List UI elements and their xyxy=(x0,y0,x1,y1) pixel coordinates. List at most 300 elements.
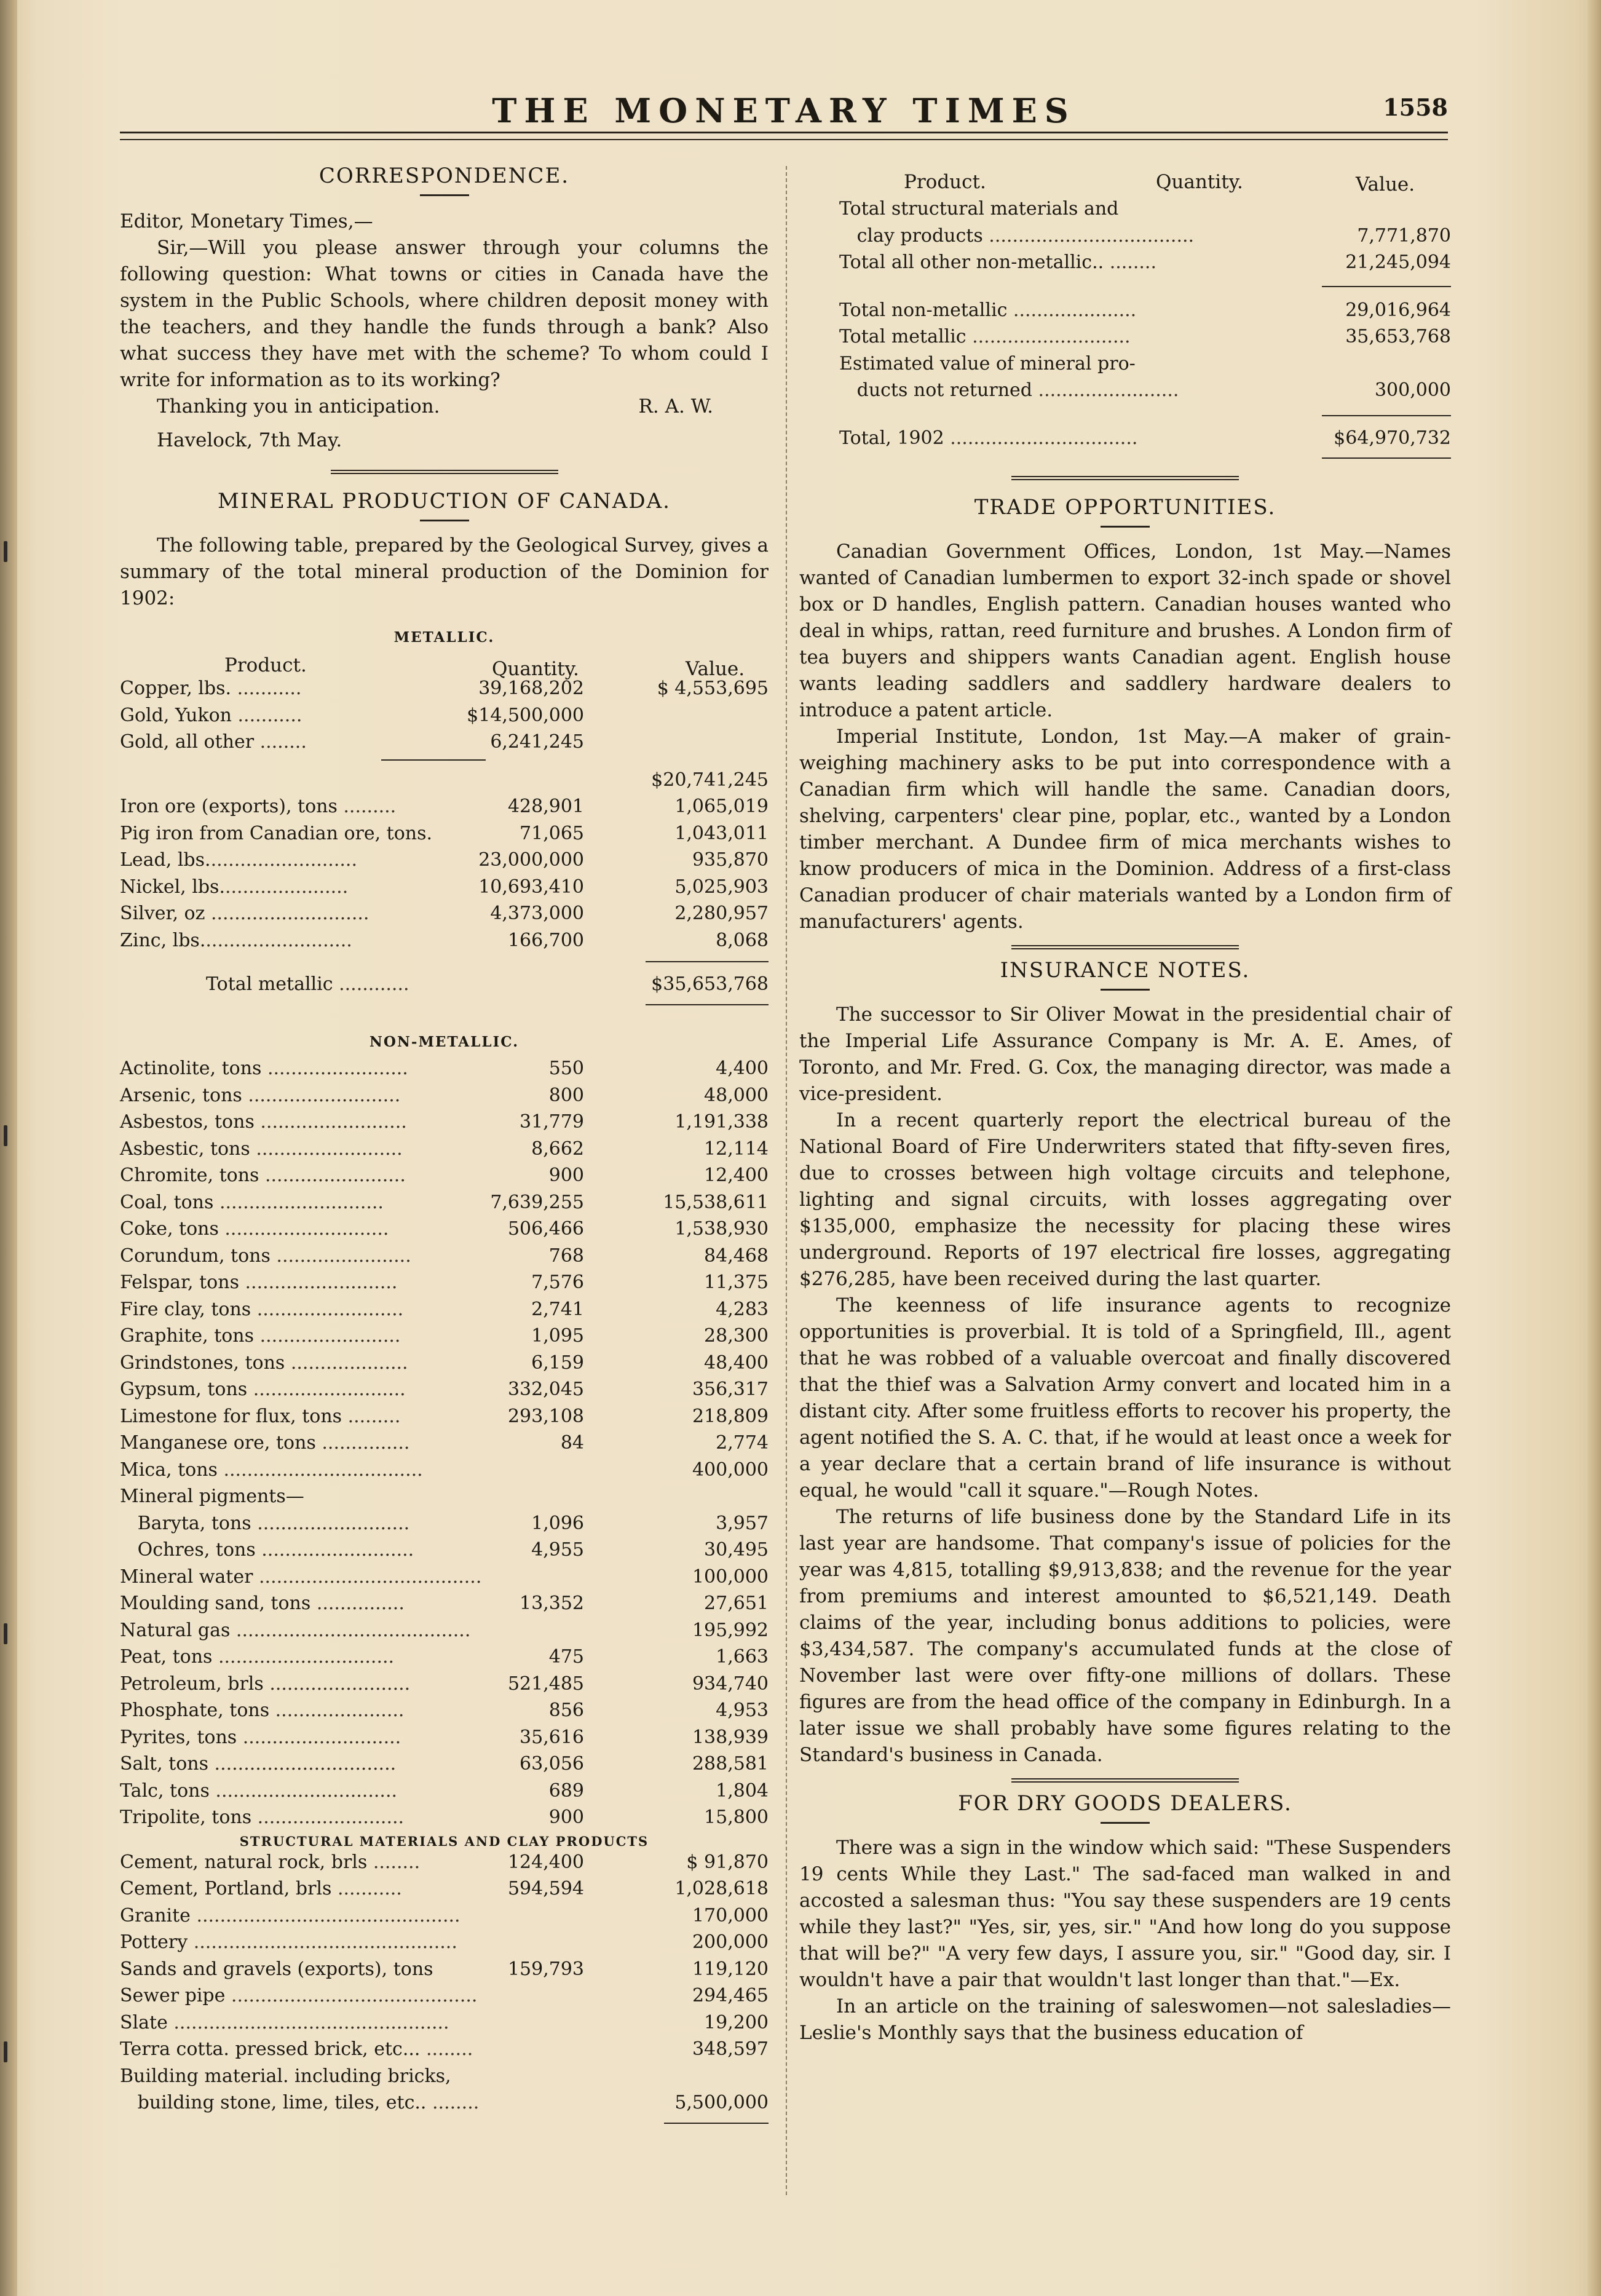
row-leader: ......................... xyxy=(210,849,357,871)
row-name-cell xyxy=(120,1804,404,1831)
row-name: Lead, lbs. xyxy=(120,849,211,871)
section-separator xyxy=(1011,945,1239,949)
row-name-cell xyxy=(120,1982,477,2009)
trade-heading: TRADE OPPORTUNITIES. xyxy=(974,495,1276,520)
row-value: 48,000 xyxy=(704,1084,769,1106)
row-leader: .......................... xyxy=(248,1084,401,1106)
row-leader: .................... xyxy=(290,1352,408,1374)
row-leader: ......................... xyxy=(260,1111,407,1133)
table-row xyxy=(120,1350,769,1377)
nonmetallic-label: NON-METALLIC. xyxy=(369,1034,520,1050)
col-quantity: Quantity. xyxy=(1156,171,1243,193)
row-value: 21,245,094 xyxy=(1345,251,1451,273)
row-leader: ......... xyxy=(347,1405,401,1427)
row-name: Zinc, lbs. xyxy=(120,929,206,951)
row-value: 195,992 xyxy=(692,1619,769,1641)
right-column xyxy=(799,160,1451,2046)
row-value: 4,400 xyxy=(716,1058,769,1079)
row-value: 12,114 xyxy=(704,1138,769,1160)
row-name-cell xyxy=(839,223,1194,249)
row-value: 84,468 xyxy=(704,1245,769,1267)
row-name: Talc, tons xyxy=(120,1779,216,1802)
table-row xyxy=(120,1296,769,1323)
row-name: Phosphate, tons xyxy=(120,1700,275,1721)
metallic-label: METALLIC. xyxy=(393,629,495,646)
row-name-cell xyxy=(120,847,357,873)
row-value: 294,465 xyxy=(692,1985,769,2006)
row-quantity: 900 xyxy=(548,1165,584,1186)
row-value: 935,870 xyxy=(692,849,769,871)
margin-mark xyxy=(4,541,7,562)
row-value: 15,800 xyxy=(704,1807,769,1828)
row-value: 5,500,000 xyxy=(674,2092,769,2113)
row-quantity: 8,662 xyxy=(531,1138,584,1160)
table-row xyxy=(120,729,769,756)
row-leader: ....................... xyxy=(276,1245,411,1267)
row-quantity: 475 xyxy=(548,1646,584,1668)
row-quantity: 1,095 xyxy=(531,1325,584,1347)
row-name-cell xyxy=(120,1564,481,1590)
col-quantity: Quantity. xyxy=(492,658,579,680)
table-row xyxy=(120,1564,769,1591)
section-separator xyxy=(331,470,558,474)
row-name-cell xyxy=(120,1376,406,1403)
row-quantity: 39,168,202 xyxy=(478,678,584,699)
row-value: 400,000 xyxy=(692,1459,769,1481)
row-name-cell xyxy=(120,1671,410,1697)
row-leader: ...................... xyxy=(275,1700,405,1721)
table-row xyxy=(120,1136,769,1163)
row-name: Pyrites, tons xyxy=(120,1726,243,1748)
row-name-cell xyxy=(120,2009,449,2036)
masthead-title: THE MONETARY TIMES xyxy=(492,91,1076,130)
total-rule xyxy=(120,2116,769,2128)
row-value: 8,068 xyxy=(716,929,769,951)
row-name-cell xyxy=(120,1403,400,1430)
row-leader: ........................ xyxy=(267,1058,408,1079)
total-rule xyxy=(120,1002,769,1013)
table-row xyxy=(120,1376,769,1403)
row-leader: .......................... xyxy=(261,1539,414,1561)
summary-rule xyxy=(799,451,1451,462)
table-row xyxy=(120,927,769,954)
table-row xyxy=(120,1243,769,1270)
table-row xyxy=(120,793,769,820)
closing-line xyxy=(120,394,769,420)
row-name-cell xyxy=(120,1751,396,1777)
row-quantity: $14,500,000 xyxy=(467,704,584,726)
row-name-cell xyxy=(839,377,1179,403)
row-quantity: 10,693,410 xyxy=(478,876,584,898)
mineral-intro: The following table, prepared by the Geological Survey, gives a summary of the total mineral production of the Dominion for 1902: xyxy=(120,534,769,609)
masthead xyxy=(120,86,1448,135)
row-quantity: 6,159 xyxy=(531,1352,584,1374)
row-quantity: 1,096 xyxy=(531,1512,584,1534)
row-name-cell xyxy=(120,1189,384,1216)
row-name: Natural gas xyxy=(120,1619,236,1641)
row-leader: ......................... xyxy=(256,1298,404,1320)
table-row xyxy=(120,1457,769,1484)
row-name: Arsenic, tons xyxy=(120,1084,248,1106)
row-quantity: 768 xyxy=(548,1245,584,1267)
row-name-cell xyxy=(120,1956,433,1982)
row-leader: ........ xyxy=(420,2038,473,2060)
metallic-table xyxy=(120,675,769,756)
nonmetallic-table xyxy=(120,1055,769,1831)
row-quantity: 506,466 xyxy=(507,1218,584,1240)
heading-rule xyxy=(1101,989,1150,991)
row-name-cell xyxy=(120,1243,411,1269)
summary-table xyxy=(839,196,1451,276)
row-value: 3,957 xyxy=(716,1512,769,1534)
row-value: 119,120 xyxy=(692,1958,769,1980)
row-value: 11,375 xyxy=(704,1272,769,1293)
row-name-cell xyxy=(120,1590,405,1617)
row-leader: .................................. xyxy=(223,1459,423,1481)
row-name: Coal, tons xyxy=(120,1191,219,1213)
row-name-cell xyxy=(120,927,352,954)
table-row xyxy=(839,249,1451,276)
table-row xyxy=(120,675,769,702)
row-leader: ................................... xyxy=(989,224,1195,247)
table-row xyxy=(120,1875,769,1902)
row-quantity: 521,485 xyxy=(507,1673,584,1695)
row-leader: ........ xyxy=(259,731,307,753)
row-quantity: 689 xyxy=(548,1779,584,1802)
row-name-cell xyxy=(120,1617,470,1644)
insurance-heading: INSURANCE NOTES. xyxy=(1000,958,1251,983)
row-leader: .......................... xyxy=(257,1512,410,1534)
row-value: 348,597 xyxy=(692,2038,769,2060)
margin-mark xyxy=(4,1125,7,1146)
row-leader: ................................ xyxy=(950,427,1138,449)
row-leader: ............... xyxy=(316,1593,405,1614)
trade-paragraph: Canadian Government Offices, London, 1st May.—Names wanted of Canadian lumbermen to export 32-inch spade or shovel box or D handles, English pattern. Canadian houses wanted who deal in whips, rattan, reed furniture and brushes. A London firm of tea buyers and shippers wants Canadian agent. English house wants leading saddlers and saddlery hardware dealers to introduce a patent article. xyxy=(799,540,1451,721)
row-leader: .......................... xyxy=(253,1379,406,1400)
table-row xyxy=(120,1537,769,1564)
row-quantity: 71,065 xyxy=(520,822,584,844)
table-row xyxy=(120,1956,769,1983)
table-row xyxy=(839,297,1451,324)
drygoods-paragraph: There was a sign in the window which said: "These Suspenders 19 cents While they Last." The sad-faced man walked in and accosted a salesman thus: "You say these suspenders are 19 cents while they last?" "Yes, sir, yes, sir." "And how long do you suppose that will be?" "A very few days, I assure you, sir." "Good day, sir. I wouldn't have a pair that wouldn't last longer than that."—Ex. xyxy=(799,1837,1451,1991)
table-row xyxy=(839,223,1451,250)
row-value: 2,280,957 xyxy=(674,903,769,924)
row-name: Total non-metallic xyxy=(839,299,1013,321)
row-name: ducts not returned xyxy=(839,379,1038,401)
row-leader: ............................................... xyxy=(173,2011,449,2033)
col-value: Value. xyxy=(1356,173,1415,196)
row-quantity: 2,741 xyxy=(531,1298,584,1320)
row-value: 1,043,011 xyxy=(674,822,769,844)
table-row xyxy=(839,350,1451,378)
row-name-cell xyxy=(120,2036,473,2062)
row-name: Baryta, tons xyxy=(120,1512,258,1534)
row-name: Gold, Yukon xyxy=(120,704,238,726)
row-quantity: 23,000,000 xyxy=(478,849,584,871)
row-leader: ............ xyxy=(339,973,409,995)
table-row xyxy=(120,1403,769,1430)
table-row xyxy=(120,1804,769,1831)
row-leader: ......................... xyxy=(256,1138,403,1160)
row-name: Felspar, tons xyxy=(120,1272,245,1293)
row-name-cell xyxy=(120,900,369,927)
dateline: Havelock, 7th May. xyxy=(157,429,342,451)
total-metallic-value: $35,653,768 xyxy=(651,973,769,995)
row-value: 218,809 xyxy=(692,1405,769,1427)
table-row xyxy=(120,900,769,927)
row-quantity: 35,616 xyxy=(520,1726,584,1748)
row-name-cell xyxy=(120,1644,394,1670)
row-name-cell xyxy=(120,874,348,900)
row-name-cell xyxy=(839,350,1136,377)
row-value: 100,000 xyxy=(692,1566,769,1588)
masthead-rule xyxy=(120,139,1448,140)
table-row xyxy=(120,702,769,729)
row-name: Total metallic xyxy=(206,973,339,995)
row-name: Asbestic, tons xyxy=(120,1138,256,1160)
row-value: 356,317 xyxy=(692,1379,769,1400)
row-leader: ........................................ xyxy=(235,1619,471,1641)
insurance-paragraph: In a recent quarterly report the electrical bureau of the National Board of Fire Underwriters stated that fifty-seven fires, due to crosses between high voltage circuits and telephone, lighting and signal circuits, with losses aggregating over $135,000, emphasize the necessity for placing these wires underground. Reports of 197 electrical fire losses, aggregating $276,285, have been received during the last quarter. xyxy=(799,1109,1451,1290)
row-name: Graphite, tons xyxy=(120,1325,260,1347)
row-quantity: 900 xyxy=(548,1807,584,1828)
row-name: Gold, all other xyxy=(120,731,260,753)
row-name: Pig iron from Canadian ore, tons. xyxy=(120,822,433,844)
row-value: 4,953 xyxy=(716,1700,769,1721)
row-quantity: 550 xyxy=(548,1058,584,1079)
table-row xyxy=(120,1055,769,1082)
table-row xyxy=(839,196,1451,223)
row-name-cell xyxy=(120,820,432,847)
row-quantity: 856 xyxy=(548,1700,584,1721)
row-name: Total all other non-metallic.. xyxy=(839,251,1110,273)
row-name: Actinolite, tons xyxy=(120,1058,267,1079)
row-leader: ........................ xyxy=(259,1325,401,1347)
row-leader: ..................... xyxy=(224,876,349,898)
row-name-cell xyxy=(120,1055,408,1082)
row-name: Grindstones, tons xyxy=(120,1352,291,1374)
row-quantity: 293,108 xyxy=(507,1405,584,1427)
col-product: Product. xyxy=(224,654,307,676)
row-name: Manganese ore, tons xyxy=(120,1432,322,1454)
row-value: 35,653,768 xyxy=(1345,326,1451,347)
row-name: Terra cotta. pressed brick, etc... xyxy=(120,2038,421,2060)
heading-rule xyxy=(420,194,469,196)
row-name: Petroleum, brls xyxy=(120,1673,270,1695)
row-name: Mineral water xyxy=(120,1566,259,1588)
row-name: Estimated value of mineral pro- xyxy=(839,352,1136,374)
row-name-cell xyxy=(120,1875,402,1902)
row-leader: ........... xyxy=(237,678,302,699)
page-number: 1558 xyxy=(1383,93,1448,121)
table-row xyxy=(120,1644,769,1671)
trade-paragraph: Imperial Institute, London, 1st May.—A maker of grain-weighing machinery asks to be put into correspondence with a Canadian firm which will handle the same. Canadian doors, shelving, carpenters' clear pine, poplar, etc., wanted by a London timber merchant. A Dundee firm of mica merchants wishes to know producers of mica in the Dominion. Address of a first-class Canadian producer of chair materials wanted by a London firm of manufacturers' agents. xyxy=(799,726,1451,933)
row-value: 1,028,618 xyxy=(674,1878,769,1899)
row-name: Total, 1902 xyxy=(839,427,951,449)
row-name-cell xyxy=(120,1849,420,1875)
insurance-paragraph: The successor to Sir Oliver Mowat in the presidential chair of the Imperial Life Assurance Company is Mr. A. E. Ames, of Toronto, and Mr. Fred. G. Cox, the managing director, was made a vice-president. xyxy=(799,1004,1451,1105)
row-value: 28,300 xyxy=(704,1325,769,1347)
row-leader: ............................ xyxy=(219,1191,384,1213)
row-name: Limestone for flux, tons xyxy=(120,1405,348,1427)
row-value: 1,065,019 xyxy=(674,796,769,817)
row-name: Silver, oz xyxy=(120,903,211,924)
row-value: 19,200 xyxy=(704,2011,769,2033)
row-value: 200,000 xyxy=(692,1931,769,1953)
row-leader: .......................................... xyxy=(231,1985,478,2006)
row-value: 1,804 xyxy=(716,1779,769,1802)
row-quantity: 13,352 xyxy=(520,1593,584,1614)
grand-total-value: $64,970,732 xyxy=(1334,427,1451,449)
table-row xyxy=(120,1617,769,1644)
col-value: Value. xyxy=(686,658,745,680)
row-value: 30,495 xyxy=(704,1539,769,1561)
table-row xyxy=(120,1697,769,1724)
table-row xyxy=(120,1323,769,1350)
row-name: clay products xyxy=(839,224,989,247)
row-name-cell xyxy=(120,1430,409,1456)
row-name: Total structural materials and xyxy=(839,198,1119,220)
row-quantity: 7,576 xyxy=(531,1272,584,1293)
table-row xyxy=(120,1510,769,1537)
metallic-subtotal: $20,741,245 xyxy=(651,769,769,791)
total-metallic-row xyxy=(120,967,769,1002)
table-row xyxy=(839,323,1451,350)
mineral-heading: MINERAL PRODUCTION OF CANADA. xyxy=(218,489,671,513)
row-value: 4,283 xyxy=(716,1298,769,1320)
row-value: 170,000 xyxy=(692,1904,769,1926)
row-name-cell xyxy=(120,1323,400,1349)
summary-table xyxy=(839,297,1451,404)
structural-label: STRUCTURAL MATERIALS AND CLAY PRODUCTS xyxy=(239,1833,649,1849)
row-leader: .............................. xyxy=(218,1646,395,1668)
table-row xyxy=(120,1849,769,1876)
structural-table xyxy=(120,1849,769,2116)
row-quantity: 31,779 xyxy=(520,1111,584,1133)
row-name-cell xyxy=(120,1109,407,1135)
row-leader: ......................... xyxy=(257,1807,405,1828)
table-row xyxy=(120,1483,769,1510)
section-separator xyxy=(1011,1778,1239,1783)
section-separator xyxy=(1011,476,1239,480)
row-name-cell xyxy=(120,1778,397,1804)
row-name-cell xyxy=(120,1902,461,1929)
row-name-cell xyxy=(120,1269,397,1296)
row-name: Total metallic xyxy=(839,326,973,347)
insurance-paragraph: The returns of life business done by the Standard Life in its last year are handsome. That company's issue of policies for the year was 4,815, totalling $9,913,838; and the revenue for the year from premiums and interest amounted to $6,521,149. Death claims of the year, including bonus additions to policies, were $3,434,587. The company's accumulated funds at the close of November last were over fifty-one millions of dollars. These figures are from the head office of the company in Edinburgh. In a later issue we shall probably have some figures relating to the Standard's business in Canada. xyxy=(799,1506,1451,1766)
row-quantity: 84 xyxy=(560,1432,584,1454)
signature: R. A. W. xyxy=(638,395,713,418)
row-quantity: 4,955 xyxy=(531,1539,584,1561)
row-name: Mineral pigments— xyxy=(120,1486,304,1507)
grand-total-row xyxy=(839,425,1451,452)
column-separator xyxy=(786,166,787,2195)
row-value: 2,774 xyxy=(716,1432,769,1454)
table-row xyxy=(120,1189,769,1216)
row-value: 5,025,903 xyxy=(674,876,769,898)
row-leader: ........................... xyxy=(242,1726,401,1748)
table-row xyxy=(120,874,769,901)
row-leader: ........ xyxy=(1109,251,1156,273)
row-quantity: 166,700 xyxy=(507,929,584,951)
table-row xyxy=(120,1671,769,1698)
row-quantity: 124,400 xyxy=(507,1851,584,1873)
row-quantity: 428,901 xyxy=(507,796,584,817)
row-name: Chromite, tons xyxy=(120,1165,265,1186)
row-name: Tripolite, tons xyxy=(120,1807,258,1828)
row-name: Moulding sand, tons xyxy=(120,1593,317,1614)
row-name-cell xyxy=(120,1296,403,1323)
row-quantity: 63,056 xyxy=(520,1753,584,1775)
page-edge xyxy=(1587,0,1601,2296)
row-value: 15,538,611 xyxy=(663,1191,769,1213)
row-name: Pottery xyxy=(120,1931,194,1953)
row-name: Fire clay, tons xyxy=(120,1298,257,1320)
table-row xyxy=(120,1082,769,1109)
table-row xyxy=(120,1109,769,1136)
table-row xyxy=(120,767,769,794)
heading-rule xyxy=(1101,526,1150,528)
row-name: Salt, tons xyxy=(120,1753,215,1775)
row-leader: ............................... xyxy=(215,1779,398,1802)
table-row xyxy=(120,1982,769,2009)
row-leader: .......................... xyxy=(245,1272,398,1293)
row-name: Sewer pipe xyxy=(120,1985,231,2006)
row-value: $ 4,553,695 xyxy=(657,678,769,699)
row-name: Coke, tons xyxy=(120,1218,225,1240)
row-name-cell xyxy=(120,675,301,702)
row-quantity: 332,045 xyxy=(507,1379,584,1400)
row-leader: ............................................. xyxy=(196,1904,461,1926)
row-quantity: 594,594 xyxy=(507,1878,584,1899)
row-name-cell xyxy=(120,1537,414,1563)
table-row xyxy=(120,1724,769,1751)
row-leader: ........................ xyxy=(269,1673,411,1695)
row-value: 934,740 xyxy=(692,1673,769,1695)
row-name-cell xyxy=(120,1082,400,1109)
salutation: Editor, Monetary Times,— xyxy=(120,210,373,232)
row-value: 12,400 xyxy=(704,1165,769,1186)
row-name: Ochres, tons xyxy=(120,1539,262,1561)
table-row xyxy=(120,1269,769,1296)
row-name: Gypsum, tons xyxy=(120,1379,253,1400)
row-name-cell xyxy=(839,323,1131,350)
table-row xyxy=(120,1590,769,1617)
row-leader: ........................ xyxy=(1038,379,1179,401)
row-value: 7,771,870 xyxy=(1357,224,1451,247)
row-name: Cement, natural rock, brls xyxy=(120,1851,373,1873)
correspondence-heading: CORRESPONDENCE. xyxy=(318,164,570,188)
row-leader: ........................ xyxy=(264,1165,406,1186)
row-value: 29,016,964 xyxy=(1345,299,1451,321)
row-name-cell xyxy=(120,729,307,755)
row-name-cell xyxy=(120,793,396,820)
row-quantity: 7,639,255 xyxy=(490,1191,584,1213)
table-row xyxy=(120,1778,769,1805)
insurance-paragraph: The keenness of life insurance agents to recognize opportunities is proverbial. It is told of a Springfield, Ill., agent that he was robbed of a valuable overcoat and finally discovered that the thief was a Salvation Army convert and located him in a distant city. After some fruitless efforts to recover his property, the agent notified the S. A. C. that, if he would at least once a week for a year declare that a certain brand of life insurance is without equal, he would "call it square."—Rough Notes. xyxy=(799,1294,1451,1502)
row-quantity: 159,793 xyxy=(507,1958,584,1980)
row-name-cell xyxy=(120,1510,409,1537)
subtotal-rule xyxy=(120,756,769,767)
row-value: 48,400 xyxy=(704,1352,769,1374)
row-name: building stone, lime, tiles, etc.. xyxy=(120,2092,427,2113)
row-value: 138,939 xyxy=(692,1726,769,1748)
row-name: Slate xyxy=(120,2011,174,2033)
table-row xyxy=(839,377,1451,404)
row-leader: ......................... xyxy=(205,929,352,951)
row-name: Peat, tons xyxy=(120,1646,218,1668)
table-row xyxy=(120,1929,769,1956)
